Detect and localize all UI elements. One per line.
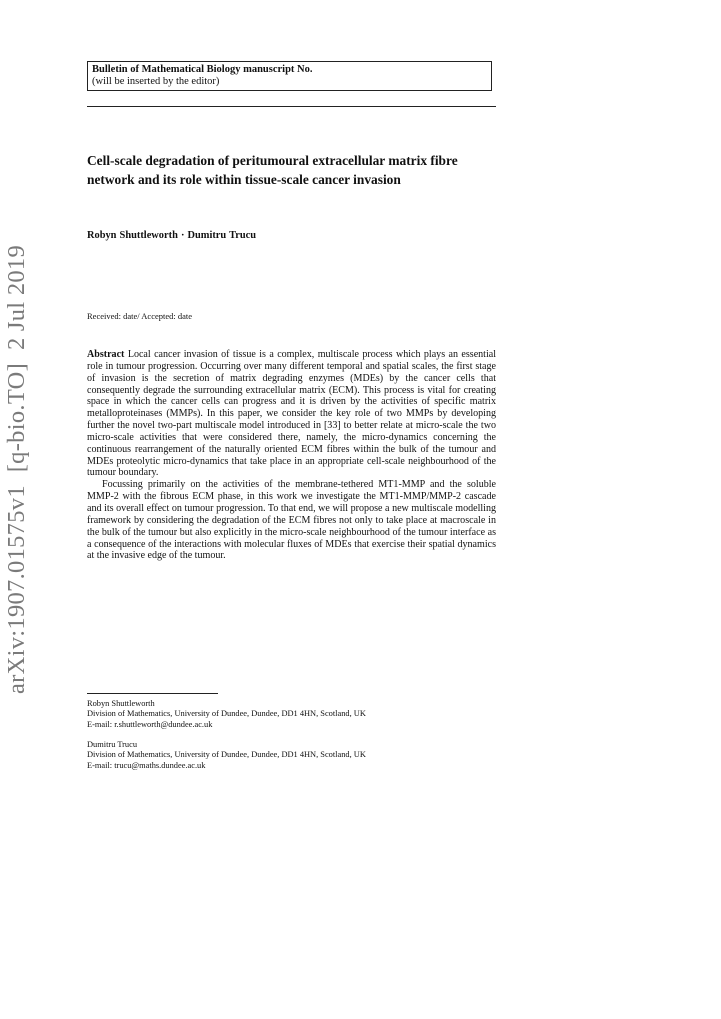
abstract-paragraph-2: Focussing primarily on the activities of the membrane-tethered MT1-MMP and the soluble MMP-2 with the fibrous ECM phase, in this work we investigate the MT1-MMP/MMP-2 cascade and its overall effect on tumour progression. To that end, we will propose a new multiscale modelling framework by considering the degradation of the ECM fibres not only to take place at macroscale in the bulk of the tumour but also explicitly in the micro-scale neighbourhood of the tumour interface as a consequence of the interactions with molecular fluxes of MDEs that exercise their spatial dynamics at the invasive edge of the tumour. (87, 479, 496, 562)
journal-name: Bulletin of Mathematical Biology manuscript No. (92, 64, 313, 75)
affiliation-name: Dumitru Trucu (87, 740, 138, 749)
affiliation-dept: Division of Mathematics, University of Dundee, Dundee, DD1 4HN, Scotland, UK (87, 709, 366, 719)
affiliation-name: Robyn Shuttleworth (87, 699, 155, 708)
affiliation-email: E-mail: r.shuttleworth@dundee.ac.uk (87, 719, 213, 729)
footnote-rule (87, 693, 218, 694)
arxiv-id: arXiv:1907.01575v1 [q-bio.TO] 2 Jul 2019 (3, 244, 30, 694)
affiliation-dept: Division of Mathematics, University of Dundee, Dundee, DD1 4HN, Scotland, UK (87, 750, 366, 760)
paper-title: Cell-scale degradation of peritumoural extracellular matrix fibre network and its role within tissue-scale cancer invasion (87, 153, 458, 187)
abstract-text-1: Local cancer invasion of tissue is a complex, multiscale process which plays an essential role in tumour progression. Occurring over many different temporal and spatial scales, the first stage of invasion is the secretion of matrix degrading enzymes (MDEs) by the cancer cells that consequently degrade the surrounding extracellular matrix (ECM). This process is vital for creating space in which the cancer cells can progress and it is driven by the activities of specific matrix metalloproteinases (MMPs). In this paper, we consider the key role of two MMPs by developing further the novel two-part multiscale model introduced in [33] to better relate at micro-scale the two micro-scale activities that were considered there, namely, the micro-dynamics concerning the continuous rearrangement of the naturally oriented ECM fibres within the bulk of the tumour and MDEs proteolytic micro-dynamics that take place in an appropriate cell-scale neighbourhood of the tumour boundary. (87, 349, 497, 479)
journal-note: (will be inserted by the editor) (92, 76, 220, 87)
affiliation-1 (87, 699, 366, 730)
author-list: Robyn Shuttleworth · Dumitru Trucu (87, 230, 257, 241)
journal-info-box (87, 61, 492, 91)
affiliation-email: E-mail: trucu@maths.dundee.ac.uk (87, 760, 206, 770)
abstract-paragraph-1 (87, 349, 496, 479)
header-rule (87, 106, 496, 107)
arxiv-stamp (5, 245, 30, 694)
received-date: Received: date/ Accepted: date (87, 311, 193, 321)
abstract-label: Abstract (87, 349, 125, 360)
affiliation-2 (87, 740, 366, 771)
abstract-section (87, 349, 496, 562)
